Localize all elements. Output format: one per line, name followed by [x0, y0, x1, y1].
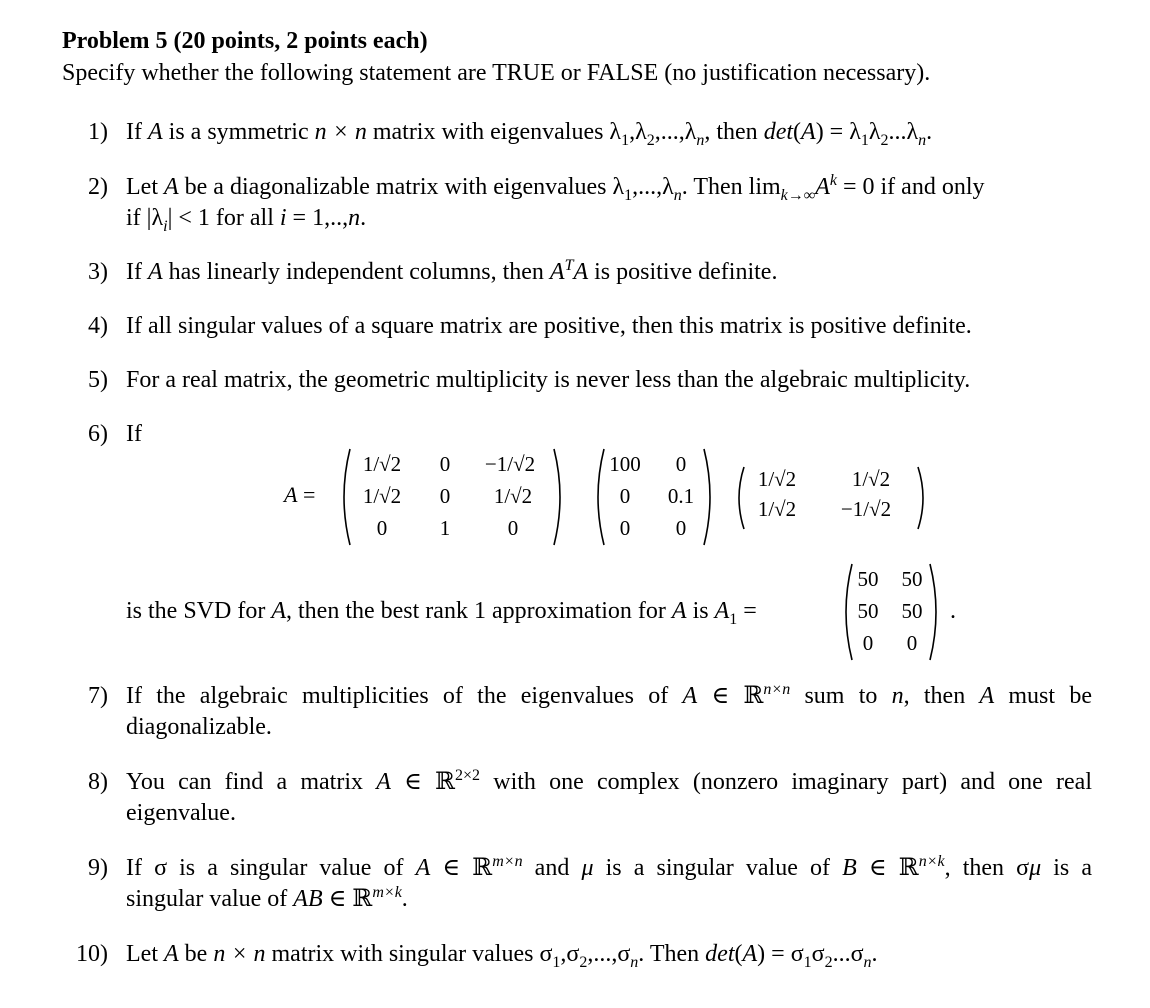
matrix-a1-cell: 50: [901, 567, 923, 591]
matrix-sigma-cell: 0: [619, 484, 631, 508]
statement-9: If σ is a singular value of A ∈ ℝ$^{m\times n}$ and μ is a singular value of B ∈ ℝ$^{n\times k}$, then σμ is a singular value of AB ∈ ℝ$^{m\times k}$.: [126, 853, 1093, 912]
right-paren: [702, 447, 718, 547]
problem-instruction: Specify whether the following statement are TRUE or FALSE (no justification necessary).: [62, 60, 931, 86]
matrix-u-cell: 0: [376, 516, 388, 540]
matrix-a1-cell: 0: [906, 631, 918, 655]
statement-4: If all singular values of a square matrix are positive, then this matrix is positive definite.: [126, 313, 972, 339]
statement-5: For a real matrix, the geometric multiplicity is never less than the algebraic multiplicity.: [126, 367, 971, 393]
matrix-v-cell: 1/√2: [851, 467, 891, 491]
statement-7: If the algebraic multiplicities of the eigenvalues of A ∈ ℝ$^{n\times n}$ sum to n, then A must be diagonalizable.: [126, 681, 1092, 740]
matrix-sigma-cell: 0: [619, 516, 631, 540]
item-number: 1): [88, 119, 108, 145]
matrix-u-cell: 1/√2: [362, 484, 402, 508]
right-paren: [928, 562, 944, 662]
statement-6-end: .: [950, 598, 956, 624]
item-number: 4): [88, 313, 108, 339]
statement-10: Let A be n × n matrix with singular values $\sigma_1,\sigma_2,...,\sigma_n$. Then $\det(A) = \sigma_1\sigma_2...\sigma_n$.: [126, 941, 878, 971]
statement-2: Let A be a diagonalizable matrix with eigenvalues $\lambda_1,...,\lambda_n$. Then $\lim_{k\to\infty}A^k = 0$ if and only if $|\lambda_i| < 1$ for all i = 1,..,n.: [126, 172, 985, 235]
statement-8: You can find a matrix A ∈ ℝ$^{2\times 2}$ with one complex (nonzero imaginary part) and one real eigenvalue.: [126, 767, 1092, 826]
matrix-a1-cell: 50: [857, 599, 879, 623]
problem-title: Problem 5 (20 points, 2 points each): [62, 28, 428, 54]
right-paren: [916, 465, 930, 531]
item-number: 10): [76, 941, 108, 967]
matrix-v-cell: 1/√2: [757, 497, 797, 521]
matrix-a1-cell: 0: [862, 631, 874, 655]
matrix-sigma-cell: 0: [675, 516, 687, 540]
matrix-u-cell: −1/√2: [484, 452, 536, 476]
matrix-u-cell: 1/√2: [362, 452, 402, 476]
matrix-sigma-cell: 100: [609, 452, 641, 476]
matrix-sigma-cell: 0.1: [667, 484, 695, 508]
right-paren: [552, 447, 568, 547]
item-number: 2): [88, 174, 108, 200]
matrix-u-cell: 0: [439, 452, 451, 476]
matrix-v-cell: −1/√2: [840, 497, 892, 521]
matrix-u-cell: 1: [439, 516, 451, 540]
svd-lhs: A =: [284, 482, 316, 507]
statement-1: If A is a symmetric n × n matrix with eigenvalues $\lambda_1,\lambda_2,...,\lambda_n$, then $\det(A) = \lambda_1\lambda_2...\lambda_n$.: [126, 119, 933, 149]
item-number: 9): [88, 855, 108, 881]
statement-3: If A has linearly independent columns, then $A^TA$ is positive definite.: [126, 257, 778, 285]
matrix-sigma-cell: 0: [675, 452, 687, 476]
item-number: 6): [88, 421, 108, 447]
matrix-u-cell: 0: [507, 516, 519, 540]
matrix-a1-cell: 50: [857, 567, 879, 591]
matrix-v-cell: 1/√2: [757, 467, 797, 491]
statement-6-tail: is the SVD for A, then the best rank 1 approximation for A is $A_1$ =: [126, 598, 757, 628]
matrix-u-cell: 1/√2: [493, 484, 533, 508]
item-number: 8): [88, 769, 108, 795]
statement-6-lead: If: [126, 421, 142, 447]
matrix-u-cell: 0: [439, 484, 451, 508]
left-paren: [336, 447, 352, 547]
item-number: 3): [88, 259, 108, 285]
matrix-a1-cell: 50: [901, 599, 923, 623]
item-number: 5): [88, 367, 108, 393]
item-number: 7): [88, 683, 108, 709]
